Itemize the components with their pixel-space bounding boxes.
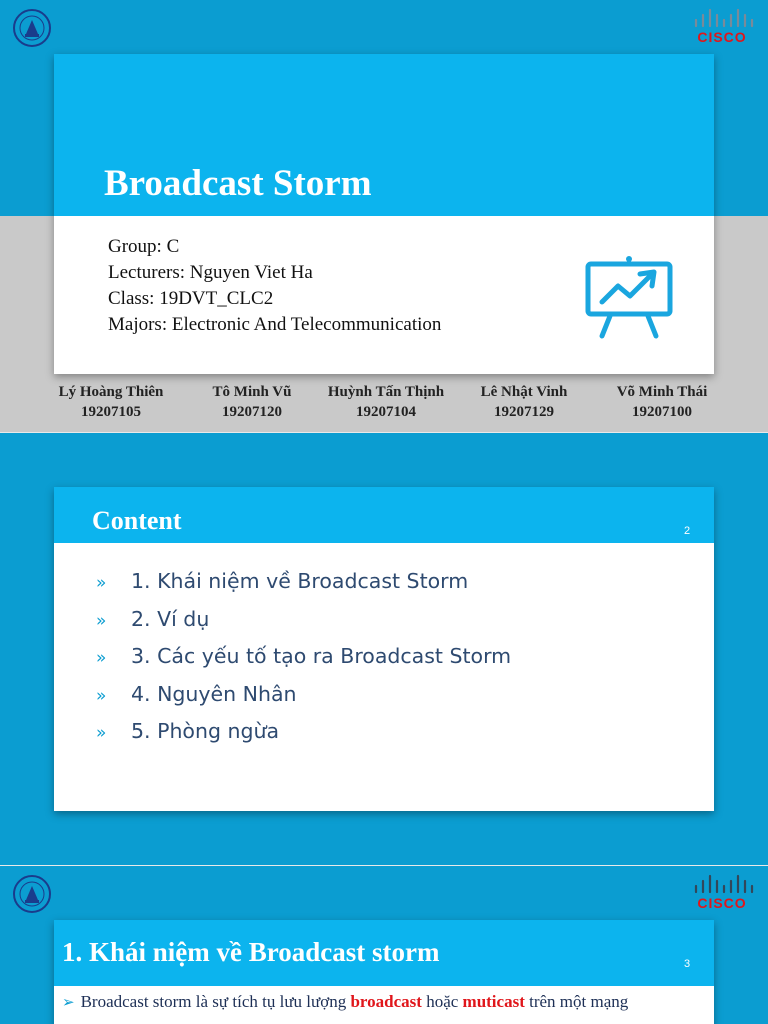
content-title: Content [92,506,182,535]
cisco-wordmark: CISCO [697,29,747,45]
concept-title: 1. Khái niệm về Broadcast storm [62,937,440,967]
member-id: 19207120 [222,404,282,420]
page-number: 2 [684,525,691,537]
member-id: 19207100 [632,404,692,420]
member-id: 19207129 [494,404,554,420]
cisco-logo [690,872,754,912]
bullet-icon: » [96,648,107,668]
class-line: Class: 19DVT_CLC2 [108,288,274,309]
list-item: » 2. Ví dụ [96,606,210,631]
bullet-icon: » [96,723,107,743]
member-2 [182,382,322,422]
cisco-logo [690,6,754,46]
group-line: Group: C [108,236,180,257]
list-item: » 3. Các yếu tố tạo ra Broadcast Storm [96,644,512,668]
member-name: Tô Minh Vũ [212,384,292,400]
member-5 [592,382,732,422]
slide-title: Broadcast Storm [104,163,372,204]
page-number: 3 [684,958,691,970]
list-item: » 1. Khái niệm về Broadcast Storm [96,569,469,593]
bullet-icon: » [96,685,107,706]
member-4 [454,382,594,422]
title-slide [0,0,768,432]
member-id: 19207104 [356,404,416,420]
content-list [96,569,511,757]
cisco-bars-icon [690,6,754,28]
concept-slide [0,866,768,1024]
lecturer-line: Lecturers: Nguyen Viet Ha [108,262,313,283]
presentation-chart-icon [584,254,674,340]
member-name: Võ Minh Thái [616,384,708,400]
bullet-icon: » [96,610,107,631]
group-info [108,234,441,338]
highlight-broadcast: broadcast [350,992,422,1011]
arrow-bullet-icon: ➢ [62,995,75,1011]
content-card [54,487,714,811]
cisco-wordmark: CISCO [697,895,747,911]
title-card [54,54,714,374]
member-id: 19207105 [81,404,141,420]
member-name: Huỳnh Tấn Thịnh [327,384,445,400]
member-name: Lý Hoàng Thiên [58,384,164,400]
university-logo-icon [12,8,52,48]
member-name: Lê Nhật Vinh [480,384,568,400]
member-1 [41,382,181,422]
list-item: » 4. Nguyên Nhân [96,681,297,706]
cisco-bars-icon [690,872,754,894]
highlight-muticast: muticast [462,992,525,1011]
university-logo-icon [12,874,52,914]
major-line: Majors: Electronic And Telecommunication [108,314,442,335]
definition-bullet: ➢ Broadcast storm là sự tích tụ lưu lượng broadcast hoặc muticast trên một mạng [62,992,629,1011]
content-slide [0,433,768,865]
bullet-icon: » [96,573,107,593]
member-3 [316,382,456,422]
list-item: » 5. Phòng ngừa [96,719,280,743]
